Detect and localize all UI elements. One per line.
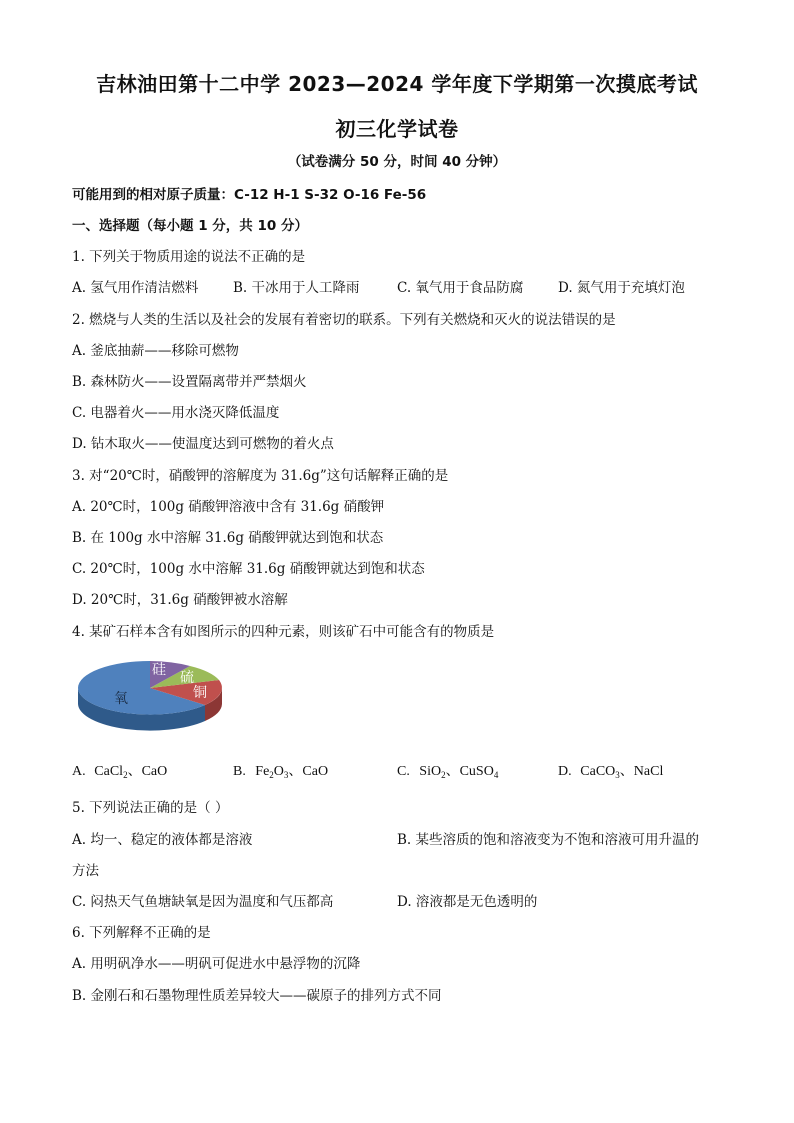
question-1-option-c: C. 氧气用于食品防腐 (397, 280, 524, 296)
question-2-option-c: C. 电器着火——用水浇灭降低温度 (72, 405, 280, 421)
question-2-option-d: D. 钻木取火——使温度达到可燃物的着火点 (72, 436, 334, 452)
question-6-stem: 6. 下列解释不正确的是 (72, 925, 211, 941)
question-4-option-c: C. SiO$_2$、CuSO$_4$ (397, 764, 499, 780)
element-pie-chart (72, 650, 232, 755)
section-heading: 一、选择题（每小题 1 分，共 10 分） (72, 218, 308, 234)
question-2-option-a: A. 釜底抽薪——移除可燃物 (72, 343, 239, 359)
pie-label-silicon: 硅 (152, 662, 166, 678)
question-5-option-d: D. 溶液都是无色透明的 (397, 894, 538, 910)
question-5-option-c: C. 闷热天气鱼塘缺氧是因为温度和气压都高 (72, 894, 334, 910)
question-6-option-a: A. 用明矾净水——明矾可促进水中悬浮物的沉降 (72, 956, 361, 972)
question-3-option-d: D. 20℃时，31.6g 硝酸钾被水溶解 (72, 592, 288, 608)
question-2-option-b: B. 森林防火——设置隔离带并严禁烟火 (72, 374, 307, 390)
question-5-option-b-continued: 方法 (72, 863, 99, 879)
question-6-option-b: B. 金刚石和石墨物理性质差异较大——碳原子的排列方式不同 (72, 988, 442, 1004)
pie-label-copper: 铜 (193, 685, 207, 701)
question-3-option-c: C. 20℃时，100g 水中溶解 31.6g 硝酸钾就达到饱和状态 (72, 561, 425, 577)
exam-subtitle: 初三化学试卷 (335, 117, 459, 141)
question-4-option-b: B. $Fe_2O_3$、CaO (233, 764, 329, 780)
question-3-stem: 3. 对“20℃时，硝酸钾的溶解度为 31.6g”这句话解释正确的是 (72, 468, 449, 484)
question-5-option-a: A. 均一、稳定的液体都是溶液 (72, 832, 253, 848)
question-5-stem: 5. 下列说法正确的是（ ） (72, 800, 229, 816)
question-4-option-a: A. CaCl$_2$、CaO (72, 764, 168, 780)
exam-title: 吉林油田第十二中学 2023—2024 学年度下学期第一次摸底考试 (96, 72, 698, 96)
exam-note: （试卷满分 50 分，时间 40 分钟） (287, 154, 507, 170)
question-1-option-a: A. 氢气用作清洁燃料 (72, 280, 199, 296)
question-5-option-b: B. 某些溶质的饱和溶液变为不饱和溶液可用升温的 (397, 832, 700, 848)
question-3-option-b: B. 在 100g 水中溶解 31.6g 硝酸钾就达到饱和状态 (72, 530, 384, 546)
question-2-stem: 2. 燃烧与人类的生活以及社会的发展有着密切的联系。下列有关燃烧和灭火的说法错误的是 (72, 312, 616, 328)
question-1-option-d: D. 氮气用于充填灯泡 (558, 280, 685, 296)
pie-label-sulfur: 硫 (180, 670, 194, 686)
atomic-mass-line: 可能用到的相对原子质量：C-12 H-1 S-32 O-16 Fe-56 (72, 187, 427, 203)
question-4-stem: 4. 某矿石样本含有如图所示的四种元素，则该矿石中可能含有的物质是 (72, 624, 495, 640)
question-1-stem: 1. 下列关于物质用途的说法不正确的是 (72, 249, 306, 265)
question-1-option-b: B. 干冰用于人工降雨 (233, 280, 360, 296)
question-4-option-d: D. CaCO$_3$、NaCl (558, 764, 664, 780)
pie-label-oxygen: 氧 (114, 691, 128, 707)
question-3-option-a: A. 20℃时，100g 硝酸钾溶液中含有 31.6g 硝酸钾 (72, 499, 385, 515)
